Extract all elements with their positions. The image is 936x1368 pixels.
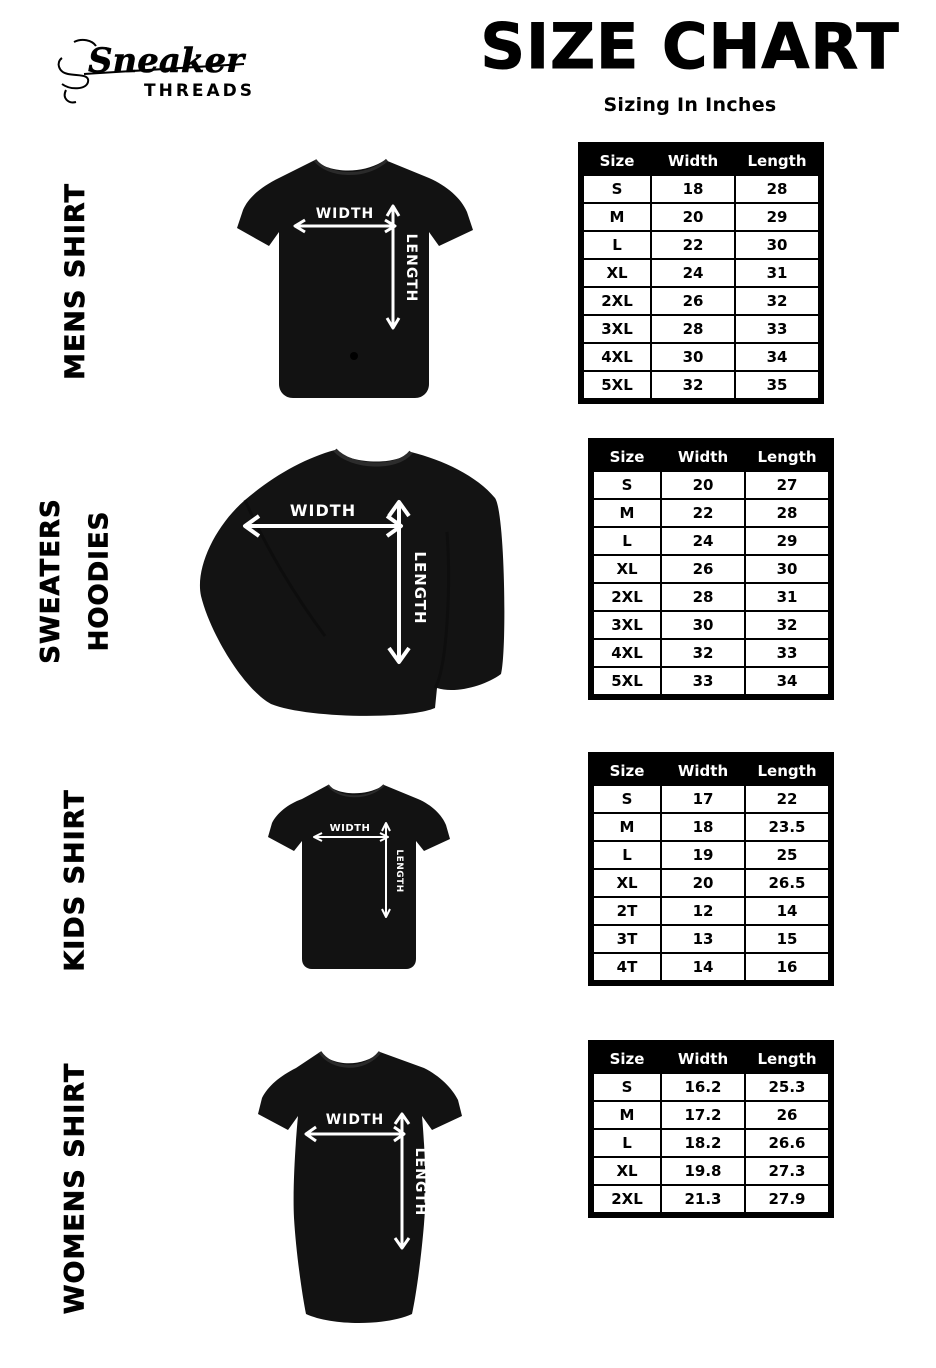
cell-length: 25 [745, 841, 829, 869]
cell-length: 26.5 [745, 869, 829, 897]
cell-width: 33 [661, 667, 745, 695]
page-header [0, 0, 936, 136]
col-header-width: Width [661, 443, 745, 471]
cell-length: 34 [745, 667, 829, 695]
cell-size: 2XL [583, 287, 651, 315]
cell-width: 14 [661, 953, 745, 981]
cell-size: 4XL [593, 639, 661, 667]
table-row [593, 1073, 829, 1101]
cell-length: 15 [745, 925, 829, 953]
cell-size: S [593, 785, 661, 813]
table-header-row [593, 1045, 829, 1073]
section-label-mens: MENS SHIRT [59, 182, 91, 380]
cell-width: 32 [651, 371, 735, 399]
col-header-length: Length [745, 1045, 829, 1073]
col-header-length: Length [745, 757, 829, 785]
table-row [593, 953, 829, 981]
cell-size: 4T [593, 953, 661, 981]
col-header-size: Size [583, 147, 651, 175]
cell-width: 28 [661, 583, 745, 611]
cell-length: 23.5 [745, 813, 829, 841]
svg-text:WIDTH: WIDTH [289, 501, 357, 520]
cell-length: 27.9 [745, 1185, 829, 1213]
size-table-sweaters [588, 438, 834, 700]
table-row [593, 1101, 829, 1129]
cell-width: 16.2 [661, 1073, 745, 1101]
table-row [583, 315, 819, 343]
cell-length: 31 [735, 259, 819, 287]
col-header-size: Size [593, 443, 661, 471]
cell-size: M [583, 203, 651, 231]
cell-size: XL [593, 1157, 661, 1185]
page-subtitle: Sizing In Inches [603, 94, 777, 116]
cell-length: 28 [735, 175, 819, 203]
cell-width: 13 [661, 925, 745, 953]
table-row [593, 1129, 829, 1157]
cell-width: 26 [651, 287, 735, 315]
title-block [470, 10, 910, 116]
cell-width: 24 [651, 259, 735, 287]
cell-size: S [593, 471, 661, 499]
cell-width: 22 [661, 499, 745, 527]
table-row [583, 203, 819, 231]
col-header-size: Size [593, 1045, 661, 1073]
cell-length: 30 [745, 555, 829, 583]
kids-tshirt-illustration [160, 740, 560, 1020]
table-header-row [593, 443, 829, 471]
svg-text:THREADS: THREADS [144, 81, 256, 101]
cell-length: 33 [745, 639, 829, 667]
cell-width: 32 [661, 639, 745, 667]
cell-size: 3T [593, 925, 661, 953]
col-header-length: Length [735, 147, 819, 175]
cell-width: 24 [661, 527, 745, 555]
table-row [583, 343, 819, 371]
cell-length: 30 [735, 231, 819, 259]
cell-width: 30 [661, 611, 745, 639]
cell-size: 2XL [593, 1185, 661, 1213]
table-row [593, 639, 829, 667]
table-row [593, 1157, 829, 1185]
svg-text:LENGTH: LENGTH [411, 551, 429, 625]
cell-width: 19.8 [661, 1157, 745, 1185]
section-mens-shirt [0, 136, 936, 426]
cell-size: S [583, 175, 651, 203]
col-header-size: Size [593, 757, 661, 785]
cell-length: 26.6 [745, 1129, 829, 1157]
cell-length: 31 [745, 583, 829, 611]
cell-width: 17.2 [661, 1101, 745, 1129]
size-table-kids [588, 752, 834, 986]
table-row [593, 667, 829, 695]
brand-logo [48, 28, 268, 108]
cell-width: 17 [661, 785, 745, 813]
svg-text:WIDTH: WIDTH [325, 1112, 385, 1128]
size-table-mens [578, 142, 824, 404]
page-title: SIZE CHART [480, 10, 900, 83]
svg-text:WIDTH: WIDTH [329, 823, 371, 834]
cell-width: 18 [661, 813, 745, 841]
cell-size: XL [593, 555, 661, 583]
cell-width: 22 [651, 231, 735, 259]
cell-length: 28 [745, 499, 829, 527]
cell-size: S [593, 1073, 661, 1101]
cell-length: 33 [735, 315, 819, 343]
table-row [593, 527, 829, 555]
cell-size: 4XL [583, 343, 651, 371]
svg-text:LENGTH: LENGTH [403, 233, 419, 303]
cell-length: 14 [745, 897, 829, 925]
cell-width: 26 [661, 555, 745, 583]
table-row [583, 287, 819, 315]
svg-text:Sneaker: Sneaker [88, 41, 245, 81]
cell-length: 32 [745, 611, 829, 639]
table-row [593, 471, 829, 499]
cell-length: 29 [735, 203, 819, 231]
cell-length: 27 [745, 471, 829, 499]
table-row [593, 869, 829, 897]
svg-text:LENGTH: LENGTH [394, 849, 404, 893]
mens-tshirt-illustration [160, 136, 560, 426]
cell-length: 35 [735, 371, 819, 399]
cell-width: 18.2 [661, 1129, 745, 1157]
cell-length: 16 [745, 953, 829, 981]
cell-width: 30 [651, 343, 735, 371]
table-row [593, 555, 829, 583]
size-table-womens [588, 1040, 834, 1218]
cell-width: 20 [651, 203, 735, 231]
sweater-illustration [160, 426, 560, 736]
cell-length: 22 [745, 785, 829, 813]
table-row [593, 1185, 829, 1213]
cell-size: XL [583, 259, 651, 287]
table-header-row [593, 757, 829, 785]
cell-size: M [593, 1101, 661, 1129]
section-sweaters-hoodies [0, 426, 936, 736]
cell-length: 27.3 [745, 1157, 829, 1185]
cell-size: L [583, 231, 651, 259]
cell-size: 3XL [593, 611, 661, 639]
table-row [593, 813, 829, 841]
svg-text:WIDTH: WIDTH [315, 206, 375, 222]
table-row [593, 841, 829, 869]
cell-size: 2T [593, 897, 661, 925]
cell-width: 20 [661, 869, 745, 897]
cell-size: 3XL [583, 315, 651, 343]
table-row [593, 583, 829, 611]
cell-length: 34 [735, 343, 819, 371]
cell-size: M [593, 813, 661, 841]
table-row [593, 785, 829, 813]
col-header-width: Width [661, 757, 745, 785]
cell-size: 5XL [583, 371, 651, 399]
table-row [593, 499, 829, 527]
cell-size: M [593, 499, 661, 527]
section-kids-shirt [0, 740, 936, 1020]
table-row [593, 897, 829, 925]
table-row [583, 371, 819, 399]
col-header-length: Length [745, 443, 829, 471]
cell-size: L [593, 527, 661, 555]
cell-length: 26 [745, 1101, 829, 1129]
cell-size: L [593, 841, 661, 869]
table-row [583, 175, 819, 203]
section-womens-shirt [0, 1018, 936, 1358]
svg-text:LENGTH: LENGTH [412, 1147, 428, 1217]
table-row [593, 611, 829, 639]
col-header-width: Width [661, 1045, 745, 1073]
table-row [583, 231, 819, 259]
cell-length: 32 [735, 287, 819, 315]
section-label-kids: KIDS SHIRT [59, 788, 91, 972]
cell-size: XL [593, 869, 661, 897]
cell-width: 21.3 [661, 1185, 745, 1213]
cell-length: 25.3 [745, 1073, 829, 1101]
section-label-sweaters: SWEATERS HOODIES [36, 498, 114, 664]
cell-size: 5XL [593, 667, 661, 695]
cell-width: 19 [661, 841, 745, 869]
col-header-width: Width [651, 147, 735, 175]
cell-width: 20 [661, 471, 745, 499]
table-row [593, 925, 829, 953]
cell-width: 28 [651, 315, 735, 343]
cell-width: 18 [651, 175, 735, 203]
section-label-womens: WOMENS SHIRT [59, 1062, 91, 1314]
womens-tshirt-illustration [160, 1018, 560, 1358]
cell-size: L [593, 1129, 661, 1157]
cell-size: 2XL [593, 583, 661, 611]
table-header-row [583, 147, 819, 175]
table-row [583, 259, 819, 287]
cell-length: 29 [745, 527, 829, 555]
cell-width: 12 [661, 897, 745, 925]
